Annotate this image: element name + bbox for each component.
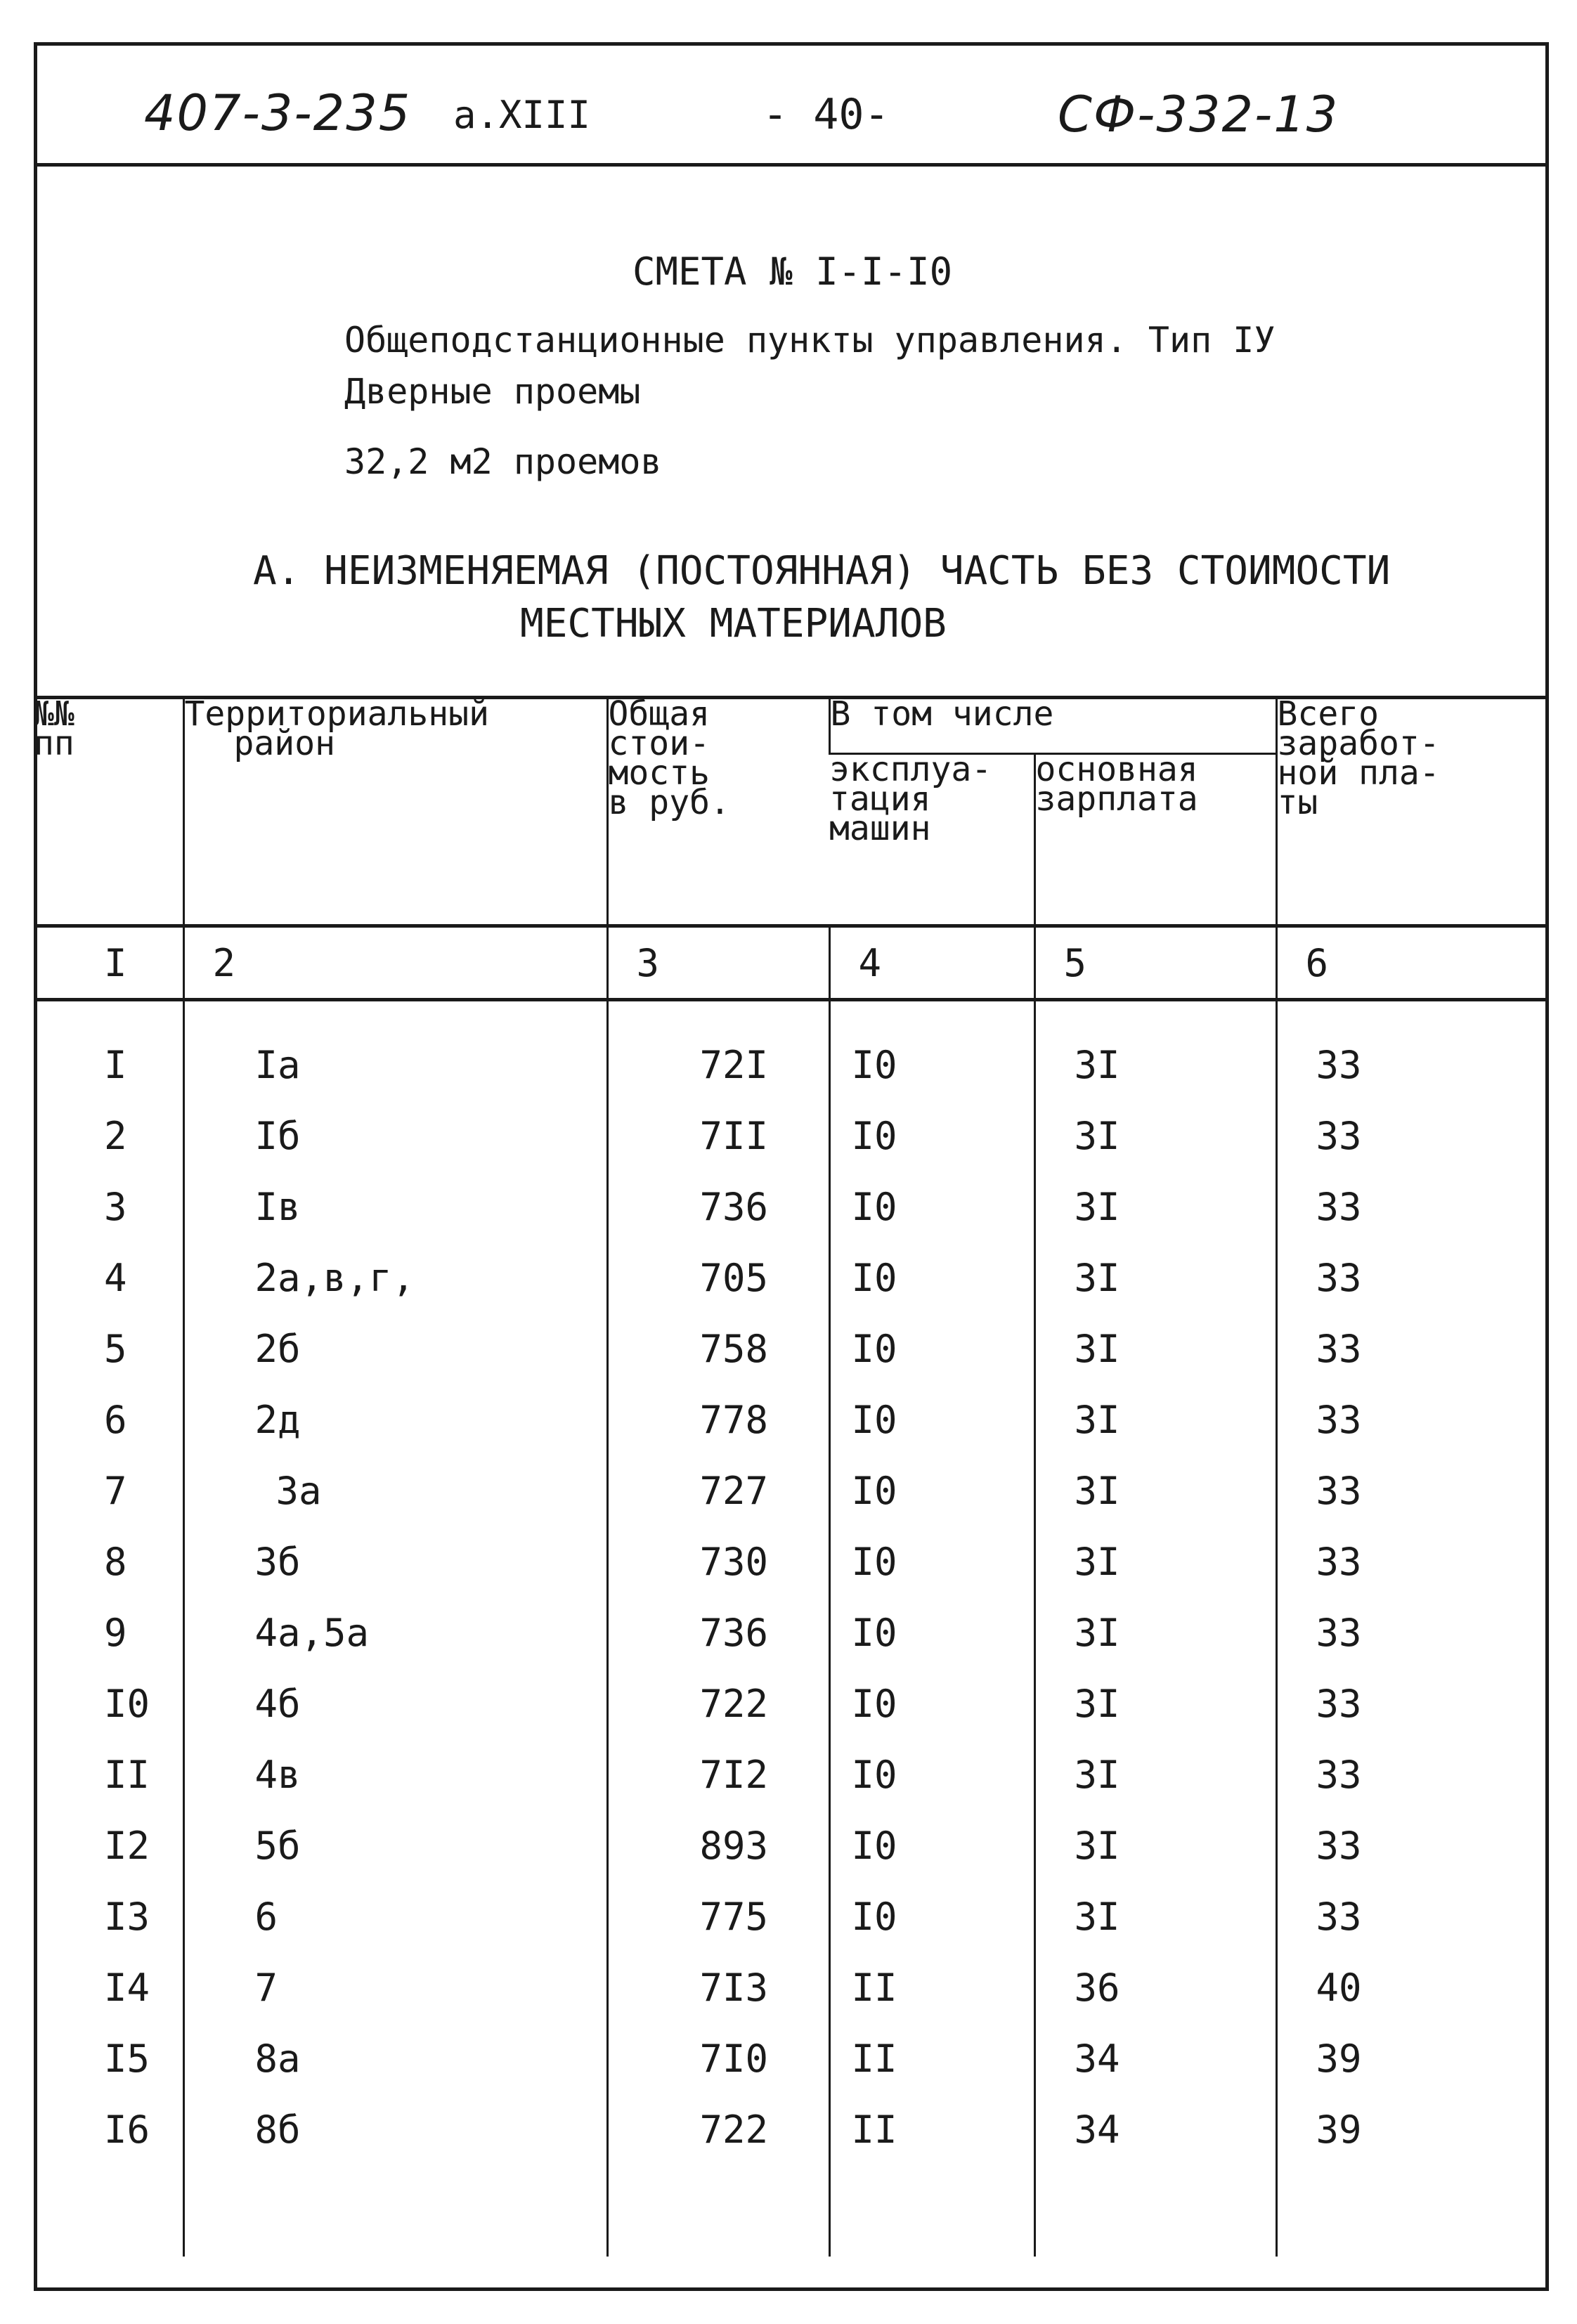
row-machines: I0 xyxy=(829,1881,1034,1952)
row-total-wages: 33 xyxy=(1276,1597,1549,1668)
row-number: I6 xyxy=(104,2108,150,2152)
table-row xyxy=(34,1242,1549,1313)
header-total-cost: Общая стои- мость в руб. xyxy=(607,698,829,926)
row-total-wages: 33 xyxy=(1276,1171,1549,1242)
estimate-work: Дверные проемы xyxy=(344,371,641,412)
row-machines: I0 xyxy=(829,1030,1034,1101)
row-machines: I0 xyxy=(829,1810,1034,1881)
row-machines: I0 xyxy=(829,1455,1034,1526)
table-row xyxy=(34,1810,1549,1881)
table-row xyxy=(34,1313,1549,1384)
row-total-wages: 33 xyxy=(1276,1242,1549,1313)
row-total-wages: 33 xyxy=(1276,1668,1549,1739)
row-total-cost: 7I3 xyxy=(607,1952,829,2023)
row-number: I5 xyxy=(104,2037,150,2081)
row-region: Iа xyxy=(183,1030,607,1101)
table-row xyxy=(34,1881,1549,1952)
row-base-salary: 34 xyxy=(1034,2094,1276,2165)
row-total-cost: 727 xyxy=(607,1455,829,1526)
row-machines: I0 xyxy=(829,1668,1034,1739)
row-region: 4б xyxy=(183,1668,607,1739)
row-total-wages: 40 xyxy=(1276,1952,1549,2023)
row-total-cost: 7II xyxy=(607,1101,829,1171)
row-number: 4 xyxy=(104,1256,127,1300)
row-base-salary: 36 xyxy=(1034,1952,1276,2023)
row-machines: II xyxy=(829,2023,1034,2094)
table-row xyxy=(34,1952,1549,2023)
row-total-cost: 893 xyxy=(607,1810,829,1881)
row-base-salary: 3I xyxy=(1034,1171,1276,1242)
row-total-cost: 72I xyxy=(607,1030,829,1101)
row-total-cost: 722 xyxy=(607,2094,829,2165)
column-number: 3 xyxy=(607,926,829,1000)
table-row xyxy=(34,2094,1549,2165)
row-total-wages: 33 xyxy=(1276,1384,1549,1455)
row-number: 7 xyxy=(104,1469,127,1513)
column-number: 4 xyxy=(829,926,1034,1000)
header-region: Территориальный район xyxy=(183,698,607,926)
row-machines: I0 xyxy=(829,1101,1034,1171)
row-machines: I0 xyxy=(829,1242,1034,1313)
row-total-wages: 33 xyxy=(1276,1030,1549,1101)
row-base-salary: 3I xyxy=(1034,1739,1276,1810)
row-number: 6 xyxy=(104,1398,127,1442)
row-base-salary: 3I xyxy=(1034,1030,1276,1101)
row-region: 3б xyxy=(183,1526,607,1597)
row-total-cost: 7I0 xyxy=(607,2023,829,2094)
row-machines: I0 xyxy=(829,1171,1034,1242)
row-total-wages: 39 xyxy=(1276,2094,1549,2165)
row-region: 8б xyxy=(183,2094,607,2165)
estimate-table xyxy=(34,696,1549,2257)
row-base-salary: 3I xyxy=(1034,1384,1276,1455)
row-region: 4в xyxy=(183,1739,607,1810)
row-machines: II xyxy=(829,1952,1034,2023)
row-total-wages: 33 xyxy=(1276,1739,1549,1810)
row-number: 5 xyxy=(104,1327,127,1371)
sheet-code: СФ-332-13 xyxy=(1058,86,1339,143)
header-base-salary: основная зарплата xyxy=(1034,754,1276,926)
estimate-number: СМЕТА № I-I-I0 xyxy=(632,249,953,294)
row-region: 2д xyxy=(183,1384,607,1455)
row-total-cost: 722 xyxy=(607,1668,829,1739)
row-total-cost: 7I2 xyxy=(607,1739,829,1810)
column-number: 6 xyxy=(1276,926,1549,1000)
row-base-salary: 3I xyxy=(1034,1313,1276,1384)
row-machines: I0 xyxy=(829,1597,1034,1668)
estimate-object: Общеподстанционные пункты управления. Тип IУ xyxy=(344,320,1276,361)
row-total-cost: 736 xyxy=(607,1171,829,1242)
row-region: 8а xyxy=(183,2023,607,2094)
page-number: - 40- xyxy=(762,90,890,139)
row-machines: II xyxy=(829,2094,1034,2165)
table-row xyxy=(34,1455,1549,1526)
row-base-salary: 3I xyxy=(1034,1242,1276,1313)
row-region: 7 xyxy=(183,1952,607,2023)
row-number: 3 xyxy=(104,1185,127,1229)
header-machines: эксплуа- тация машин xyxy=(829,750,992,848)
row-base-salary: 3I xyxy=(1034,1455,1276,1526)
row-total-cost: 775 xyxy=(607,1881,829,1952)
table-row xyxy=(34,1668,1549,1739)
header-including: В том числе xyxy=(829,698,1276,754)
table-row xyxy=(34,1030,1549,1101)
table-row xyxy=(34,1101,1549,1171)
column-number: 5 xyxy=(1034,926,1276,1000)
row-total-wages: 39 xyxy=(1276,2023,1549,2094)
row-base-salary: 3I xyxy=(1034,1668,1276,1739)
album-number: а.XIII xyxy=(453,93,591,137)
row-base-salary: 3I xyxy=(1034,1810,1276,1881)
row-machines: I0 xyxy=(829,1313,1034,1384)
row-number: I0 xyxy=(104,1682,150,1726)
section-title-line2: МЕСТНЫХ МАТЕРИАЛОВ xyxy=(520,601,947,647)
row-number: I4 xyxy=(104,1966,150,2010)
row-region: 4а,5а xyxy=(183,1597,607,1668)
row-total-wages: 33 xyxy=(1276,1881,1549,1952)
row-number: II xyxy=(104,1753,150,1797)
row-number: 9 xyxy=(104,1611,127,1655)
row-total-wages: 33 xyxy=(1276,1455,1549,1526)
doc-code: 407-3-235 xyxy=(144,84,412,142)
table-row xyxy=(34,1384,1549,1455)
row-total-cost: 758 xyxy=(607,1313,829,1384)
column-number-row xyxy=(34,926,1549,1000)
row-region: 2б xyxy=(183,1313,607,1384)
row-number: 2 xyxy=(104,1114,127,1158)
row-number: 8 xyxy=(104,1540,127,1584)
row-total-wages: 33 xyxy=(1276,1526,1549,1597)
row-base-salary: 3I xyxy=(1034,1526,1276,1597)
row-base-salary: 3I xyxy=(1034,1101,1276,1171)
row-region: Iв xyxy=(183,1171,607,1242)
header-total-wages: Всего заработ- ной пла- ты xyxy=(1276,698,1549,926)
header-divider xyxy=(34,163,1549,167)
row-number: I xyxy=(104,1043,127,1087)
row-region: 3а xyxy=(183,1455,607,1526)
row-base-salary: 3I xyxy=(1034,1597,1276,1668)
row-region: 2а,в,г, xyxy=(183,1242,607,1313)
row-number: I2 xyxy=(104,1824,150,1868)
header-number: №№ пп xyxy=(34,694,74,763)
section-title-line1: А. НЕИЗМЕНЯЕМАЯ (ПОСТОЯННАЯ) ЧАСТЬ БЕЗ СТОИМОСТИ xyxy=(253,548,1391,594)
row-total-cost: 705 xyxy=(607,1242,829,1313)
table-row xyxy=(34,2023,1549,2094)
table-row xyxy=(34,1597,1549,1668)
row-machines: I0 xyxy=(829,1526,1034,1597)
table-row xyxy=(34,1526,1549,1597)
estimate-quantity: 32,2 м2 проемов xyxy=(344,441,662,482)
row-region: 6 xyxy=(183,1881,607,1952)
row-total-cost: 778 xyxy=(607,1384,829,1455)
row-total-wages: 33 xyxy=(1276,1810,1549,1881)
row-region: 5б xyxy=(183,1810,607,1881)
row-total-wages: 33 xyxy=(1276,1313,1549,1384)
row-total-wages: 33 xyxy=(1276,1101,1549,1171)
row-number: I3 xyxy=(104,1895,150,1939)
row-machines: I0 xyxy=(829,1739,1034,1810)
column-number: 2 xyxy=(183,926,607,1000)
row-total-cost: 730 xyxy=(607,1526,829,1597)
column-number: I xyxy=(34,926,183,1000)
table-row xyxy=(34,1171,1549,1242)
row-total-cost: 736 xyxy=(607,1597,829,1668)
row-base-salary: 3I xyxy=(1034,1881,1276,1952)
table-row xyxy=(34,1739,1549,1810)
row-region: Iб xyxy=(183,1101,607,1171)
row-machines: I0 xyxy=(829,1384,1034,1455)
row-base-salary: 34 xyxy=(1034,2023,1276,2094)
